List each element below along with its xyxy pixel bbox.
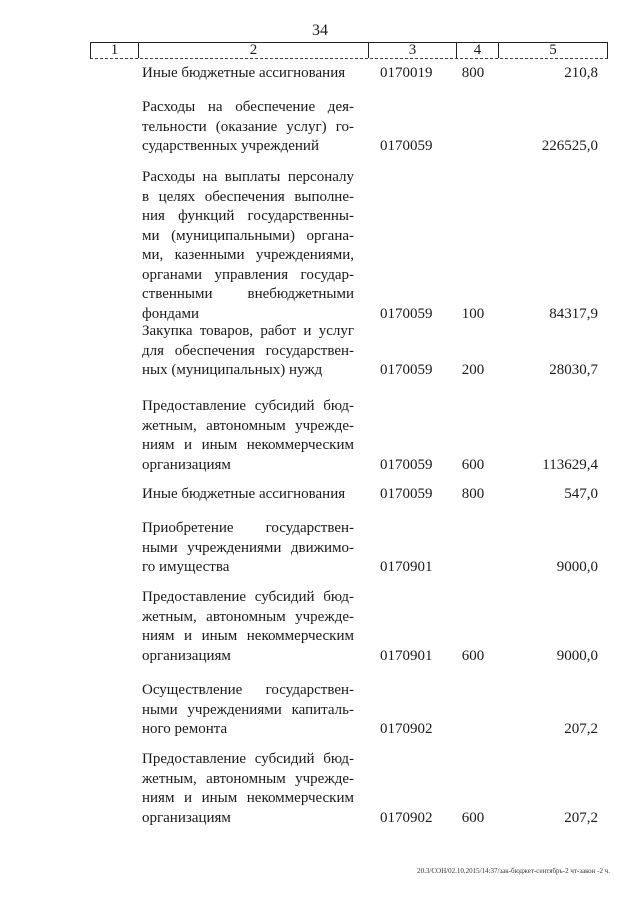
row-description-line: ми, казенными учреждениями,: [142, 247, 354, 263]
row-code: 0170901: [380, 559, 433, 575]
row-code: 0170059: [380, 362, 433, 378]
row-description-line: Предоставление субсидий бюд-: [142, 751, 354, 767]
row-description-line: ными учреждениями капиталь-: [142, 701, 354, 718]
row-description-line: жетным, автономным учрежде-: [142, 417, 354, 434]
row-expense-type: 200: [461, 362, 485, 378]
row-amount: 210,8: [564, 65, 598, 81]
row-code: 0170902: [380, 721, 433, 737]
row-description-line: жетным, автономным учрежде-: [142, 608, 354, 625]
footer-file-stamp: 20.3/СОН/02.10.2015/14:37/зак-бюджет-сентябрь-2 чт-закон -2 ч.: [417, 867, 610, 875]
row-expense-type: 600: [461, 809, 485, 826]
row-code: 0170019: [380, 65, 433, 81]
row-description-line: ния функций государственны-: [142, 208, 354, 224]
row-description-line: для обеспечения государствен-: [142, 342, 354, 359]
row-expense-type: 600: [461, 647, 485, 664]
row-description-line: жетным, автономным учрежде-: [142, 770, 354, 787]
header-col-1: 1: [91, 43, 139, 58]
row-description-line: ных (муниципальных) нужд: [142, 362, 323, 378]
row-amount: 113629,4: [542, 456, 598, 473]
row-code: 0170059: [380, 305, 433, 322]
row-description-line: ниям и иным некоммерческим: [142, 437, 354, 453]
row-description-line: тельности (оказание услуг) го-: [142, 118, 354, 135]
row-description-line: в целях обеспечения выполне-: [142, 188, 354, 205]
row-description: [142, 397, 354, 475]
row-description-line: ми (муниципальными) органа-: [142, 227, 354, 244]
table-header: [90, 42, 608, 59]
row-expense-type: 600: [461, 456, 485, 473]
row-code: 0170059: [380, 138, 433, 154]
row-amount: 207,2: [564, 809, 598, 826]
row-expense-type: 800: [461, 65, 485, 81]
row-code: 0170901: [380, 647, 433, 664]
row-description-line: органами управления государ-: [142, 266, 354, 283]
row-description: [142, 168, 354, 324]
row-code: 0170059: [380, 456, 433, 473]
header-col-3: 3: [369, 43, 457, 58]
row-amount: 9000,0: [556, 647, 598, 664]
row-description-line: фондами: [142, 305, 200, 322]
header-col-2: 2: [139, 43, 369, 58]
row-description: [142, 588, 354, 666]
row-description: [142, 322, 354, 381]
row-code: 0170902: [380, 809, 433, 826]
row-description-line: Иные бюджетные ассигнования: [142, 486, 346, 502]
row-description-line: Расходы на обеспечение дея-: [142, 99, 354, 115]
row-amount: 226525,0: [541, 138, 598, 154]
row-description-line: организациям: [142, 647, 231, 664]
row-description-line: Приобретение государствен-: [142, 520, 354, 536]
row-description-line: сударственных учреждений: [142, 138, 319, 154]
row-expense-type: 800: [461, 486, 485, 502]
row-description-line: ственными внебюджетными: [142, 286, 354, 302]
row-description-line: го имущества: [142, 559, 230, 575]
row-description-line: ниям и иным некоммерческим: [142, 790, 354, 806]
row-description-line: Расходы на выплаты персоналу: [142, 169, 354, 185]
row-description: [142, 485, 354, 505]
page-number: 34: [312, 22, 328, 39]
row-description-line: Предоставление субсидий бюд-: [142, 589, 354, 605]
row-description: [142, 519, 354, 578]
row-description-line: ными учреждениями движимо-: [142, 539, 354, 556]
row-description-line: ного ремонта: [142, 721, 228, 737]
header-col-4: 4: [457, 43, 499, 58]
row-description: [142, 64, 354, 84]
row-description-line: организациям: [142, 809, 231, 826]
row-expense-type: 100: [461, 305, 485, 322]
row-amount: 84317,9: [549, 305, 598, 322]
row-amount: 207,2: [564, 721, 598, 737]
row-description: [142, 681, 354, 740]
row-description: [142, 98, 354, 157]
row-description: [142, 750, 354, 828]
row-amount: 547,0: [564, 486, 598, 502]
row-description-line: ниям и иным некоммерческим: [142, 628, 354, 644]
row-code: 0170059: [380, 486, 433, 502]
header-col-5: 5: [549, 42, 557, 58]
row-description-line: организациям: [142, 456, 231, 473]
row-amount: 28030,7: [549, 362, 598, 378]
row-description-line: Иные бюджетные ассигнования: [142, 65, 346, 81]
row-amount: 9000,0: [556, 559, 598, 575]
row-description-line: Осуществление государствен-: [142, 682, 354, 698]
row-description-line: Закупка товаров, работ и услуг: [142, 323, 354, 339]
row-description-line: Предоставление субсидий бюд-: [142, 398, 354, 414]
